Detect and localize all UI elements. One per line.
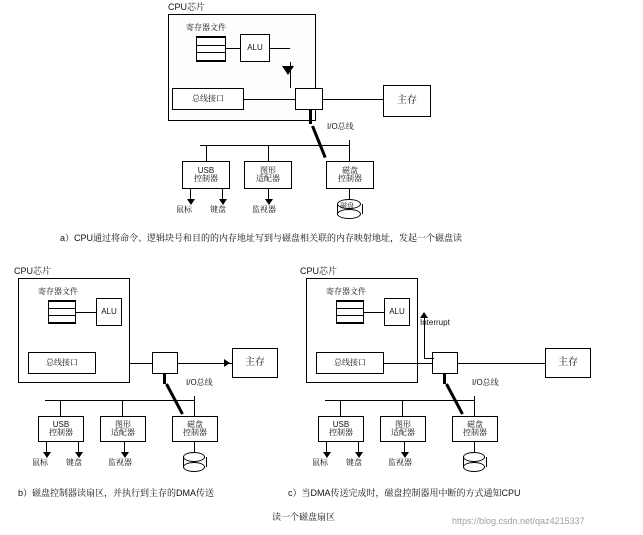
panel-c-main-memory: 主存 — [545, 348, 591, 378]
panel-b-graphics-adapter-line2: 适配器 — [111, 428, 135, 437]
panel-c-graphics-adapter-line2: 适配器 — [391, 428, 415, 437]
panel-a-alu-arrow — [282, 66, 294, 75]
panel-a-node-to-disk-path-diag — [311, 125, 327, 158]
panel-b-disk-controller — [172, 416, 218, 442]
panel-a-graphics-adapter — [244, 161, 292, 189]
panel-c-disk — [463, 452, 485, 472]
watermark: https://blog.csdn.net/qaz4215337 — [452, 516, 585, 526]
panel-c-usb-controller — [318, 416, 364, 442]
panel-b-node-disk-path-diag — [165, 383, 184, 414]
panel-a-node-to-disk-path-v — [309, 110, 312, 124]
panel-a-disk-leg — [349, 189, 350, 199]
panel-b-reg-alu-line — [76, 312, 96, 313]
panel-c-bus-interface: 总线接口 — [316, 352, 384, 374]
panel-a-graphics-adapter-line1: 图形 — [260, 165, 276, 175]
panel-b-drop-graphics — [122, 400, 123, 416]
panel-c-io-bus-line — [325, 400, 475, 401]
panel-a-alu: ALU — [240, 34, 270, 62]
panel-a-cpu-chip-label: CPU芯片 — [168, 2, 206, 12]
panel-a-drop-usb — [206, 145, 207, 161]
panel-b-drop-disk — [194, 396, 195, 416]
panel-c-cpu-chip-label: CPU芯片 — [300, 266, 338, 276]
panel-c-register-file-label: 寄存器文件 — [326, 287, 366, 296]
panel-c-drop-disk — [474, 396, 475, 416]
panel-a-main-memory: 主存 — [383, 85, 431, 117]
panel-a-disk-controller — [326, 161, 374, 189]
panel-a-drop-disk — [349, 140, 350, 161]
panel-b-disk-leg — [194, 442, 195, 452]
panel-c-alu: ALU — [384, 298, 410, 326]
panel-a-disk-label: 磁盘 — [340, 203, 354, 210]
panel-b-disk-controller-line2: 控制器 — [183, 428, 207, 437]
panel-a-node-memory-line — [323, 99, 383, 100]
panel-c-disk-leg — [474, 442, 475, 452]
panel-c-register-file — [336, 300, 364, 324]
panel-a-caption: a）CPU通过将命令、逻辑块号和目的的内存地址写到与磁盘相关联的内存映射地址，发起一个磁盘读 — [60, 233, 463, 243]
panel-a-register-file-label: 寄存器文件 — [186, 23, 226, 32]
panel-b-alu: ALU — [96, 298, 122, 326]
panel-b-node-memory-arrow — [224, 359, 230, 367]
panel-b-businterface-node-line — [130, 363, 152, 364]
panel-b-graphics-adapter-line1: 图形 — [115, 419, 131, 429]
panel-c-graphics-adapter-line1: 图形 — [395, 419, 411, 429]
panel-c-usb-controller-line1: USB — [332, 419, 350, 429]
panel-c-graphics-adapter — [380, 416, 426, 442]
panel-b-node-disk-path-v — [163, 374, 166, 384]
panel-b-register-file — [48, 300, 76, 324]
panel-c-disk-controller-line1: 磁盘 — [467, 419, 483, 429]
panel-c-bus-node — [432, 352, 458, 374]
panel-b-drop-usb — [60, 400, 61, 416]
panel-a-usb-controller — [182, 161, 230, 189]
panel-c-node-disk-path-v — [443, 374, 446, 384]
panel-c-node-disk-path-diag — [445, 383, 464, 414]
panel-c-io-bus-label: I/O总线 — [472, 378, 499, 387]
panel-a-keyboard-label: 键盘 — [210, 205, 226, 214]
panel-c-node-memory-line — [458, 363, 545, 364]
panel-b-usb-controller — [38, 416, 84, 442]
panel-b-main-memory: 主存 — [232, 348, 278, 378]
panel-b-disk-controller-line1: 磁盘 — [187, 419, 203, 429]
panel-c-reg-alu-line — [364, 312, 384, 313]
panel-b-io-bus-label: I/O总线 — [186, 378, 213, 387]
panel-c-disk-controller — [452, 416, 498, 442]
panel-c-disk-controller-line2: 控制器 — [463, 428, 487, 437]
panel-a-mouse-label: 鼠标 — [176, 205, 192, 214]
panel-a-drop-graphics — [268, 145, 269, 161]
panel-b-graphics-adapter — [100, 416, 146, 442]
panel-c-caption: c）当DMA传送完成时，磁盘控制器用中断的方式通知CPU — [288, 488, 521, 498]
panel-c-keyboard-label: 键盘 — [346, 458, 362, 467]
panel-b-disk — [183, 452, 205, 472]
panel-c-monitor-label: 监视器 — [388, 458, 412, 467]
panel-a-usb-controller-line1: USB — [197, 165, 215, 175]
panel-c-interrupt-line-h — [424, 358, 434, 359]
panel-b-io-bus-line — [45, 400, 195, 401]
panel-a-businterface-node-line — [244, 99, 295, 100]
panel-a-disk-controller-line1: 磁盘 — [342, 165, 358, 175]
panel-c-drop-usb — [340, 400, 341, 416]
panel-c-mouse-label: 鼠标 — [312, 458, 328, 467]
panel-a-reg-alu-line — [226, 48, 240, 49]
panel-b-monitor-label: 监视器 — [108, 458, 132, 467]
panel-b-usb-controller-line2: 控制器 — [49, 428, 73, 437]
panel-c-interrupt-label: Interrupt — [420, 318, 450, 327]
panel-b-register-file-label: 寄存器文件 — [38, 287, 78, 296]
panel-c-usb-controller-line2: 控制器 — [329, 428, 353, 437]
panel-a-bus-node — [295, 88, 323, 110]
panel-c-drop-graphics — [402, 400, 403, 416]
panel-b-bus-node — [152, 352, 178, 374]
panel-a-bus-interface: 总线接口 — [172, 88, 244, 110]
panel-c-businterface-node-line — [384, 363, 432, 364]
panel-b-keyboard-label: 键盘 — [66, 458, 82, 467]
panel-a-monitor-label: 监视器 — [252, 205, 276, 214]
panel-b-bus-interface: 总线接口 — [28, 352, 96, 374]
panel-a-graphics-adapter-line2: 适配器 — [256, 174, 280, 183]
panel-a-register-file — [196, 36, 226, 62]
panel-b-caption: b）磁盘控制器读扇区，并执行到主存的DMA传送 — [18, 488, 215, 498]
panel-a-usb-controller-line2: 控制器 — [194, 174, 218, 183]
panel-b-usb-controller-line1: USB — [52, 419, 70, 429]
panel-a-disk-controller-line2: 控制器 — [338, 174, 362, 183]
panel-b-cpu-chip-label: CPU芯片 — [14, 266, 52, 276]
panel-a-alu-right-line — [270, 48, 290, 49]
panel-b-mouse-label: 鼠标 — [32, 458, 48, 467]
panel-a-io-bus-label: I/O总线 — [327, 122, 354, 131]
panel-a-io-bus-line — [200, 145, 350, 146]
figure-bottom-note: 读一个磁盘扇区 — [272, 512, 336, 522]
